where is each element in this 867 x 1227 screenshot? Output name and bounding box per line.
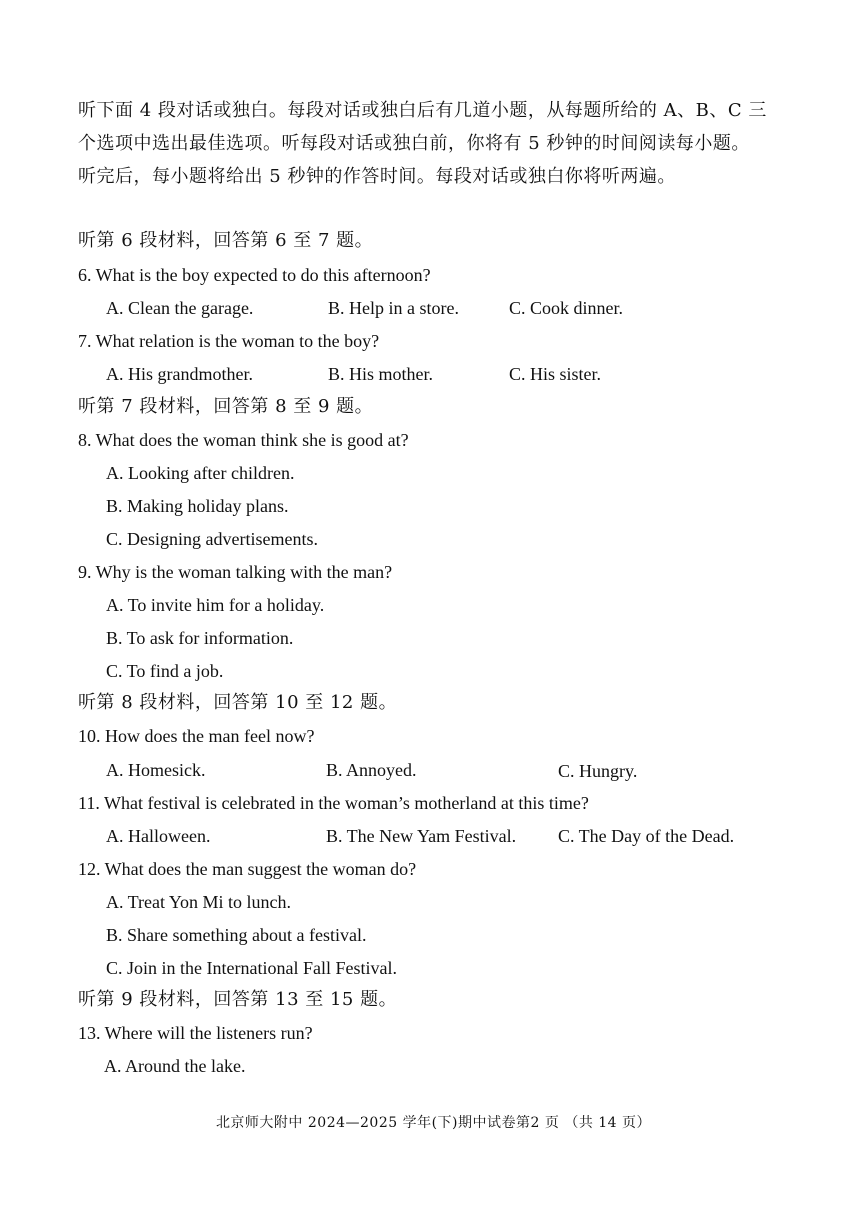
- question-9-option-c: C. To find a job.: [106, 661, 224, 681]
- question-11-stem: 11. What festival is celebrated in the woman’s motherland at this time?: [78, 793, 589, 813]
- question-11-option-b: B. The New Yam Festival.: [326, 826, 517, 846]
- question-11-option-c: C. The Day of the Dead.: [558, 826, 735, 846]
- question-6-option-b: B. Help in a store.: [328, 298, 459, 318]
- question-10-option-a: A. Homesick.: [106, 760, 206, 780]
- question-12-option-c: C. Join in the International Fall Festival.: [106, 958, 397, 978]
- question-9-stem: 9. Why is the woman talking with the man?: [78, 562, 393, 582]
- question-9-option-a: A. To invite him for a holiday.: [106, 595, 325, 615]
- question-8-option-a: A. Looking after children.: [106, 463, 295, 483]
- question-7-option-b: B. His mother.: [328, 364, 434, 384]
- question-6-option-a: A. Clean the garage.: [106, 298, 254, 318]
- question-6-option-c: C. Cook dinner.: [509, 298, 624, 318]
- question-7-option-a: A. His grandmother.: [106, 364, 253, 384]
- question-9-option-b: B. To ask for information.: [106, 628, 294, 648]
- question-8-stem: 8. What does the woman think she is good at?: [78, 430, 409, 450]
- question-10-option-b: B. Annoyed.: [326, 760, 417, 780]
- question-8-option-b: B. Making holiday plans.: [106, 496, 289, 516]
- section-heading-7: 听第 7 段材料，回答第 8 至 9 题。: [78, 396, 374, 417]
- listening-instructions: 听下面 4 段对话或独白。每段对话或独白后有几道小题，从每题所给的 A、B、C 三个选项中选出最佳选项。听每段对话或独白前，你将有 5 秒钟的时间阅读每小题。听完后，每小题将给出 5 秒钟的作答时间。每段对话或独白你将听两遍。: [78, 100, 767, 187]
- question-13-option-a: A. Around the lake.: [104, 1056, 246, 1076]
- question-7-stem: 7. What relation is the woman to the boy?: [78, 331, 380, 351]
- page-footer: 北京师大附中 2024—2025 学年(下)期中试卷第2 页 （共 14 页）: [215, 1115, 652, 1131]
- question-12-stem: 12. What does the man suggest the woman do?: [78, 859, 417, 879]
- question-10-stem: 10. How does the man feel now?: [78, 726, 315, 746]
- question-11-option-a: A. Halloween.: [106, 826, 211, 846]
- question-6-stem: 6. What is the boy expected to do this afternoon?: [78, 265, 431, 285]
- question-8-option-c: C. Designing advertisements.: [106, 529, 318, 549]
- section-heading-8: 听第 8 段材料，回答第 10 至 12 题。: [78, 692, 398, 713]
- question-7-option-c: C. His sister.: [509, 364, 602, 384]
- question-12-option-a: A. Treat Yon Mi to lunch.: [106, 892, 292, 912]
- section-heading-9: 听第 9 段材料，回答第 13 至 15 题。: [78, 989, 398, 1010]
- question-13-stem: 13. Where will the listeners run?: [78, 1023, 313, 1043]
- question-10-option-c: C. Hungry.: [558, 761, 638, 781]
- question-12-option-b: B. Share something about a festival.: [106, 925, 367, 945]
- section-heading-6: 听第 6 段材料，回答第 6 至 7 题。: [78, 230, 374, 251]
